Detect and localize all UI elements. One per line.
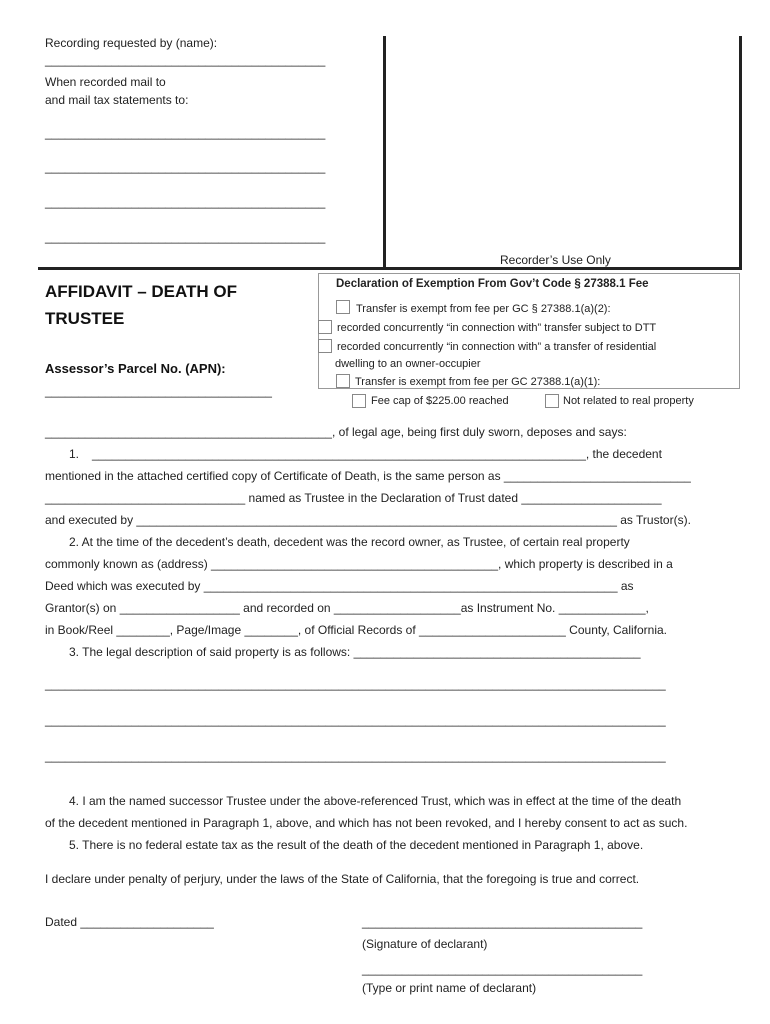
printed-name-line[interactable]: __________________________________________ xyxy=(362,962,643,976)
affiant-line[interactable]: ___________________________________________, of legal age, being first duly sworn, deposes and says: xyxy=(45,425,627,439)
paragraph-1-number: 1. xyxy=(69,447,80,461)
exempt-a1-checkbox[interactable] xyxy=(336,374,350,388)
mail-address-line-4[interactable]: __________________________________________ xyxy=(45,230,326,244)
apn-line[interactable]: __________________________________ xyxy=(45,384,272,398)
apn-label: Assessor’s Parcel No. (APN): xyxy=(45,361,226,376)
document-title-line-1: AFFIDAVIT – DEATH OF xyxy=(45,282,238,301)
exempt-a1-label: Transfer is exempt from fee per GC 27388.1(a)(1): xyxy=(355,376,601,388)
paragraph-2-line-2[interactable]: commonly known as (address) ___________________________________________, which property is described in a xyxy=(45,557,673,571)
signature-label: (Signature of declarant) xyxy=(362,937,488,951)
paragraph-2-line-3[interactable]: Deed which was executed by ______________________________________________________________ as xyxy=(45,579,634,593)
exempt-a2-checkbox[interactable] xyxy=(336,300,350,314)
not-real-property-label: Not related to real property xyxy=(563,395,694,407)
legal-description-line-1[interactable]: _____________________________________________________________________________________________ xyxy=(45,677,666,691)
mail-address-line-2[interactable]: __________________________________________ xyxy=(45,160,326,174)
recorder-box-right-border xyxy=(739,36,742,268)
exemption-heading: Declaration of Exemption From Gov’t Code § 27388.1 Fee xyxy=(336,278,649,290)
recording-requested-line[interactable]: __________________________________________ xyxy=(45,53,326,67)
printed-name-label: (Type or print name of declarant) xyxy=(362,981,537,995)
legal-description-line-3[interactable]: _____________________________________________________________________________________________ xyxy=(45,749,666,763)
dtt-checkbox[interactable] xyxy=(318,320,332,334)
dated-line[interactable]: Dated ____________________ xyxy=(45,915,214,929)
fee-cap-checkbox[interactable] xyxy=(352,394,366,408)
paragraph-2-line-4[interactable]: Grantor(s) on __________________ and recorded on ___________________as Instrument No. _____________, xyxy=(45,601,649,615)
paragraph-4-line-2: of the decedent mentioned in Paragraph 1, above, and which has not been revoked, and I hereby consent to act as such. xyxy=(45,816,688,830)
owner-occupier-checkbox[interactable] xyxy=(318,339,332,353)
owner-occupier-label-2: dwelling to an owner-occupier xyxy=(335,358,481,370)
mail-address-line-3[interactable]: __________________________________________ xyxy=(45,195,326,209)
paragraph-1-line-4[interactable]: and executed by ________________________________________________________________________ as Trustor(s). xyxy=(45,513,691,527)
signature-line[interactable]: __________________________________________ xyxy=(362,915,643,929)
paragraph-2-line-1: 2. At the time of the decedent’s death, decedent was the record owner, as Trustee, of certain real property xyxy=(69,535,630,549)
paragraph-1-line-3[interactable]: ______________________________ named as Trustee in the Declaration of Trust dated _____________________ xyxy=(45,491,662,505)
document-title-line-2: TRUSTEE xyxy=(45,309,125,328)
recorder-box-left-border xyxy=(383,36,386,268)
recording-requested-label: Recording requested by (name): xyxy=(45,36,218,50)
legal-description-line-2[interactable]: _____________________________________________________________________________________________ xyxy=(45,713,666,727)
paragraph-1-decedent[interactable]: __________________________________________________________________________, the decedent xyxy=(92,447,662,461)
recorder-use-only-label: Recorder’s Use Only xyxy=(500,253,611,267)
mail-address-line-1[interactable]: __________________________________________ xyxy=(45,126,326,140)
fee-cap-label: Fee cap of $225.00 reached xyxy=(371,395,509,407)
mail-to-label-2: and mail tax statements to: xyxy=(45,93,189,107)
owner-occupier-label-1: recorded concurrently “in connection with” a transfer of residential xyxy=(337,341,657,353)
paragraph-5: 5. There is no federal estate tax as the result of the death of the decedent mentioned in Paragraph 1, above. xyxy=(69,838,644,852)
perjury-declaration: I declare under penalty of perjury, under the laws of the State of California, that the foregoing is true and correct. xyxy=(45,872,640,886)
mail-to-label-1: When recorded mail to xyxy=(45,75,166,89)
paragraph-4-line-1: 4. I am the named successor Trustee under the above-referenced Trust, which was in effect at the time of the death xyxy=(69,794,682,808)
paragraph-2-line-5[interactable]: in Book/Reel ________, Page/Image ________, of Official Records of ______________________ County, California. xyxy=(45,623,668,637)
paragraph-1-line-2[interactable]: mentioned in the attached certified copy of Certificate of Death, is the same person as ____________________________ xyxy=(45,469,691,483)
exempt-a2-label: Transfer is exempt from fee per GC § 27388.1(a)(2): xyxy=(356,303,611,315)
header-divider xyxy=(38,267,742,270)
paragraph-3-line-1[interactable]: 3. The legal description of said property is as follows: ___________________________________________ xyxy=(69,645,641,659)
not-real-property-checkbox[interactable] xyxy=(545,394,559,408)
dtt-label: recorded concurrently “in connection with” transfer subject to DTT xyxy=(337,322,657,334)
